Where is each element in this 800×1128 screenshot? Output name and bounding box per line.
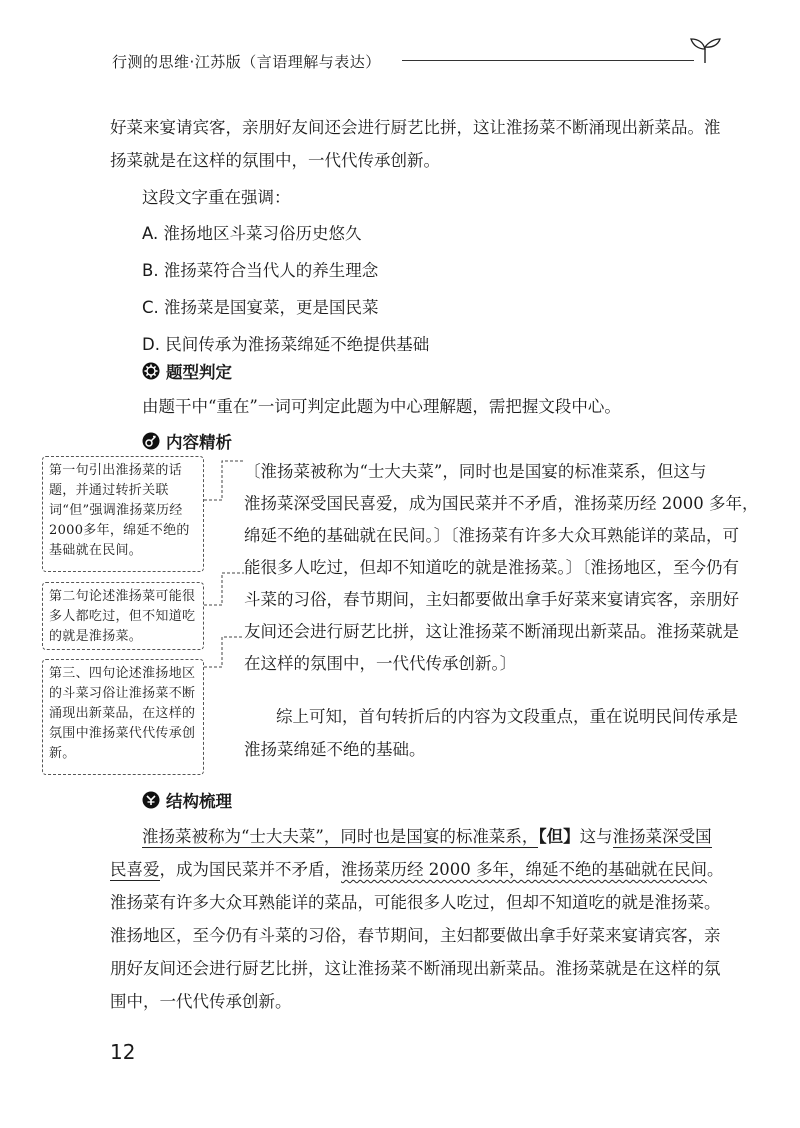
structure-heading	[142, 787, 232, 813]
gear-icon	[142, 362, 160, 380]
analysis-line: 斗菜的习俗，春节期间，主妇都要做出拿手好菜来宴请宾客，亲朋好	[244, 590, 739, 609]
structure-icon	[142, 791, 160, 809]
question-prompt: 这段文字重在强调：	[142, 188, 291, 207]
option-d: D. 民间传承为淮扬菜绵延不绝提供基础	[142, 335, 430, 354]
note-connectors	[200, 455, 246, 695]
analysis-heading	[142, 428, 232, 454]
summary-line: 淮扬菜绵延不绝的基础。	[244, 740, 426, 759]
type-heading-label: 题型判定	[166, 363, 232, 382]
structure-passage	[110, 820, 723, 1018]
analysis-passage	[244, 456, 758, 680]
structure-line	[110, 820, 723, 853]
option-b: B. 淮扬菜符合当代人的养生理念	[142, 261, 379, 280]
analysis-line: 能很多人吃过，但却不知道吃的就是淮扬菜。〕〔淮扬地区，至今仍有	[244, 558, 739, 577]
structure-segment: 这与	[579, 827, 613, 846]
analysis-line: 淮扬菜深受国民喜爱，成为国民菜并不矛盾，淮扬菜历经 2000 多年，	[244, 494, 759, 513]
probe-icon	[142, 432, 160, 450]
margin-note-text: 第二句论述淮扬菜可能很多人都吃过，但不知道吃的就是淮扬菜。	[49, 589, 196, 644]
structure-line: 淮扬地区，至今仍有斗菜的习俗，春节期间，主妇都要做出拿手好菜来宴请宾客，亲	[110, 926, 721, 945]
question-block	[142, 180, 429, 363]
passage-tail	[110, 111, 721, 177]
type-heading	[142, 358, 232, 384]
structure-line: 淮扬菜有许多大众耳熟能详的菜品，可能很多人吃过，但却不知道吃的就是淮扬菜。	[110, 893, 721, 912]
structure-line: 朋好友间还会进行厨艺比拼，这让淮扬菜不断涌现出新菜品。淮扬菜就是在这样的氛	[110, 959, 721, 978]
summary-line: 综上可知，首句转折后的内容为文段重点，重在说明民间传承是	[276, 707, 738, 726]
option-c: C. 淮扬菜是国宴菜，更是国民菜	[142, 298, 379, 317]
structure-line	[110, 853, 723, 886]
focus-underline: 淮扬菜深受国	[612, 827, 712, 846]
analysis-line: 绵延不绝的基础就在民间。〕〔淮扬菜有许多大众耳熟能详的菜品，可	[244, 526, 739, 545]
turning-word: 【但】	[538, 827, 580, 846]
key-wavy-underline: 淮扬菜历经 2000 多年，绵延不绝的基础就在民间	[341, 860, 707, 879]
analysis-line: 在这样的氛围中，一代代传承创新。〕	[244, 654, 517, 673]
option-a: A. 淮扬地区斗菜习俗历史悠久	[142, 224, 362, 243]
structure-segment: 。	[706, 860, 724, 879]
margin-note-1	[42, 456, 204, 572]
page-number: 12	[110, 1040, 136, 1064]
header-title: 行测的思维·江苏版（言语理解与表达）	[112, 53, 381, 71]
focus-underline: 民喜爱	[110, 860, 160, 879]
structure-heading-label: 结构梳理	[166, 792, 232, 811]
analysis-line: 友间还会进行厨艺比拼，这让淮扬菜不断涌现出新菜品。淮扬菜就是	[244, 622, 739, 641]
structure-segment: ，成为国民菜并不矛盾，	[159, 860, 341, 879]
passage-line: 好菜来宴请宾客，亲朋好友间还会进行厨艺比拼，这让淮扬菜不断涌现出新菜品。淮	[110, 118, 721, 137]
analysis-heading-label: 内容精析	[166, 433, 232, 452]
sprout-icon	[688, 35, 722, 65]
type-text: 由题干中“重在”一词可判定此题为中心理解题，需把握文段中心。	[142, 397, 621, 416]
running-header	[112, 47, 722, 77]
topic-underline: 淮扬菜被称为“士大夫菜”，同时也是国宴的标准菜系，	[142, 827, 539, 846]
analysis-line: 〔淮扬菜被称为“士大夫菜”，同时也是国宴的标准菜系，但这与	[244, 462, 707, 481]
margin-note-3	[42, 659, 204, 775]
passage-line: 扬菜就是在这样的氛围中，一代代传承创新。	[110, 151, 440, 170]
margin-note-text: 第三、四句论述淮扬地区的斗菜习俗让淮扬菜不断涌现出新菜品，在这样的氛围中淮扬菜代代传承创新。	[49, 666, 196, 761]
structure-line: 围中，一代代传承创新。	[110, 992, 292, 1011]
margin-note-text: 第一句引出淮扬菜的话题，并通过转折关联词“但”强调淮扬菜历经2000多年，绵延不绝的基础就在民间。	[49, 463, 190, 558]
header-rule	[402, 60, 694, 61]
margin-note-2	[42, 582, 204, 650]
